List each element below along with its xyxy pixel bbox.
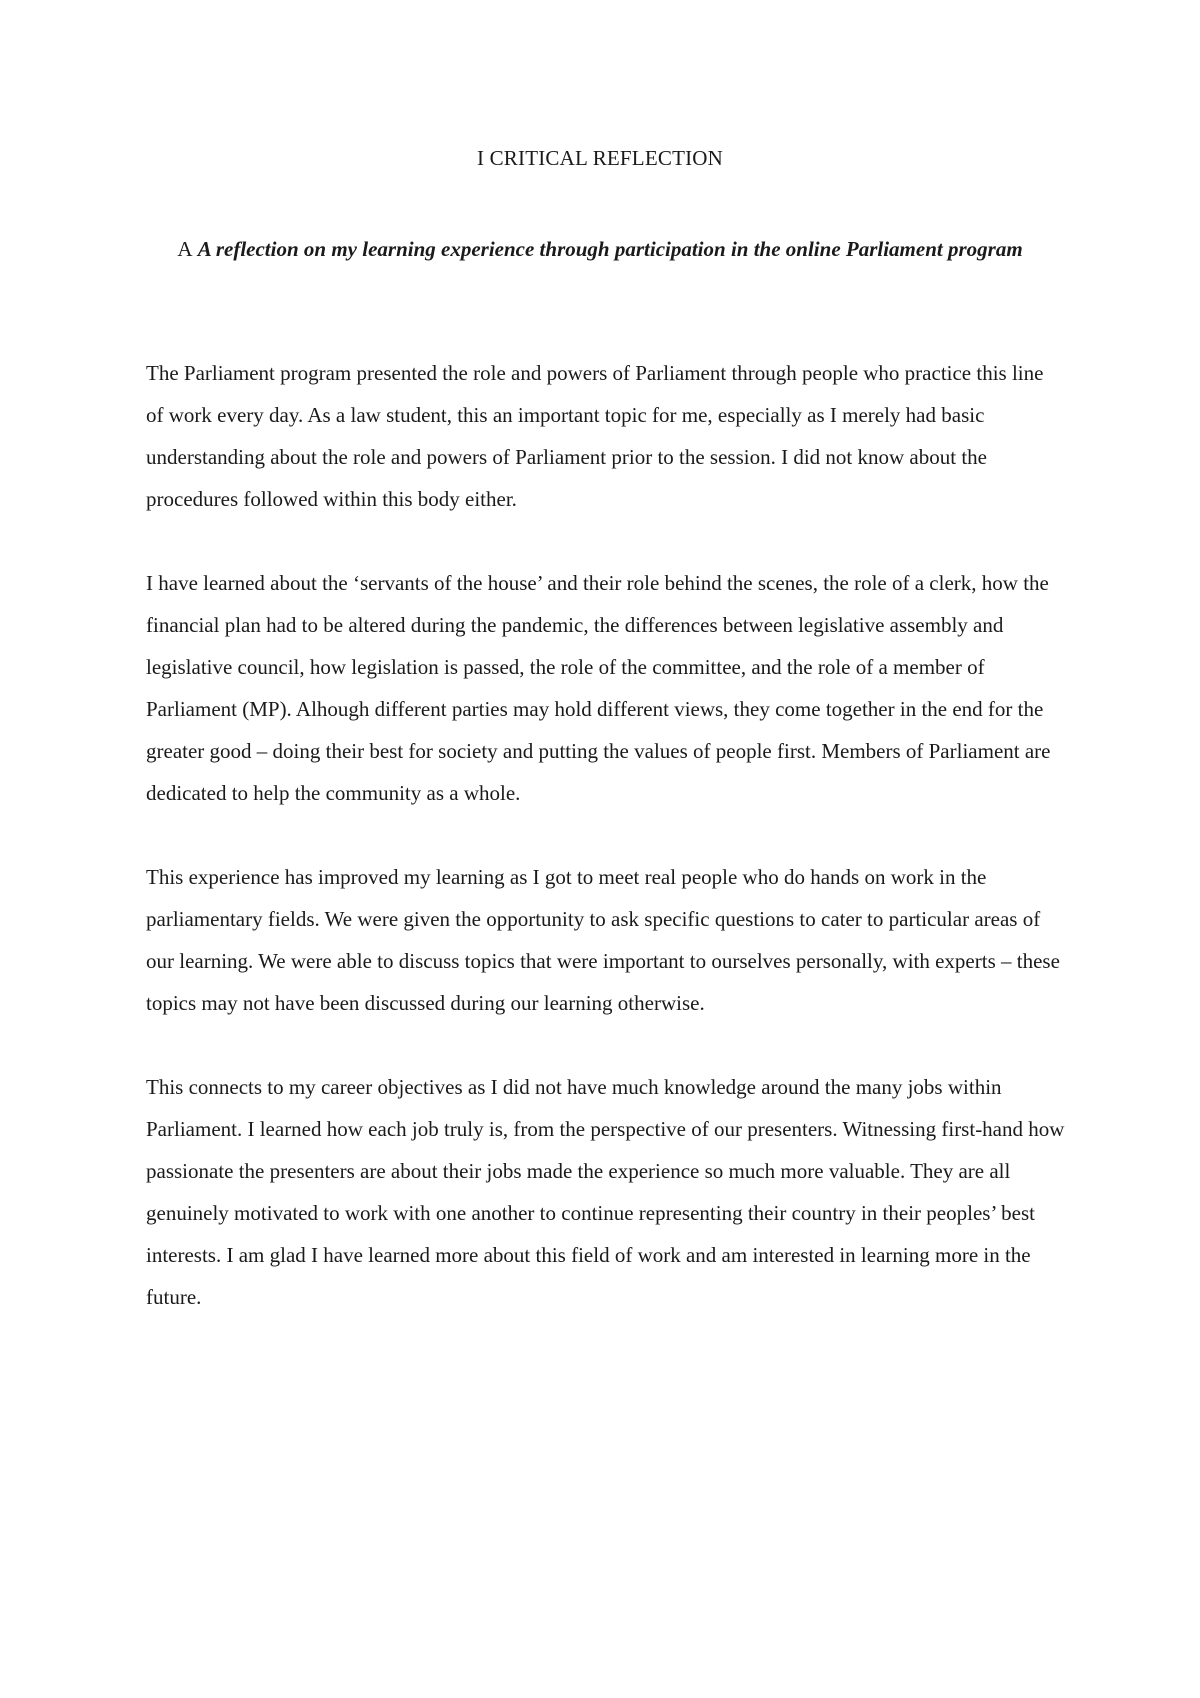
paragraph: The Parliament program presented the role and powers of Parliament through people who practice this line of work every day. As a law student, this an important topic for me, especially as I merely had basic understanding about the role and powers of Parliament prior to the session. I did not know about the procedures followed within this body either. [146,361,1044,511]
subsection-heading [145,228,1055,270]
subsection-letter: A [177,237,193,261]
subsection-title: A reflection on my learning experience through participation in the online Parliament program [197,237,1023,261]
paragraph: This connects to my career objectives as I did not have much knowledge around the many jobs within Parliament. I learned how each job truly is, from the perspective of our presenters. Witnessing first-hand how passionate the presenters are about their jobs made the experience so much more valuable. They are all genuinely motivated to work with one another to continue representing their country in their peoples’ best interests. I am glad I have learned more about this field of work and am interested in learning more in the future. [146,1075,1065,1309]
paragraph: I have learned about the ‘servants of the house’ and their role behind the scenes, the role of a clerk, how the financial plan had to be altered during the pandemic, the differences between legislative assembly and legislative council, how legislation is passed, the role of the committee, and the role of a member of Parliament (MP). Alhough different parties may hold different views, they come together in the end for the greater good – doing their best for society and putting the values of people first. Members of Parliament are dedicated to help the community as a whole. [146,571,1051,805]
section-heading: I CRITICAL REFLECTION [476,146,724,170]
paragraph: This experience has improved my learning as I got to meet real people who do hands on work in the parliamentary fields. We were given the opportunity to ask specific questions to cater to particular areas of our learning. We were able to discuss topics that were important to ourselves personally, with experts – these topics may not have been discussed during our learning otherwise. [146,865,1060,1015]
body-text [146,352,1066,1360]
